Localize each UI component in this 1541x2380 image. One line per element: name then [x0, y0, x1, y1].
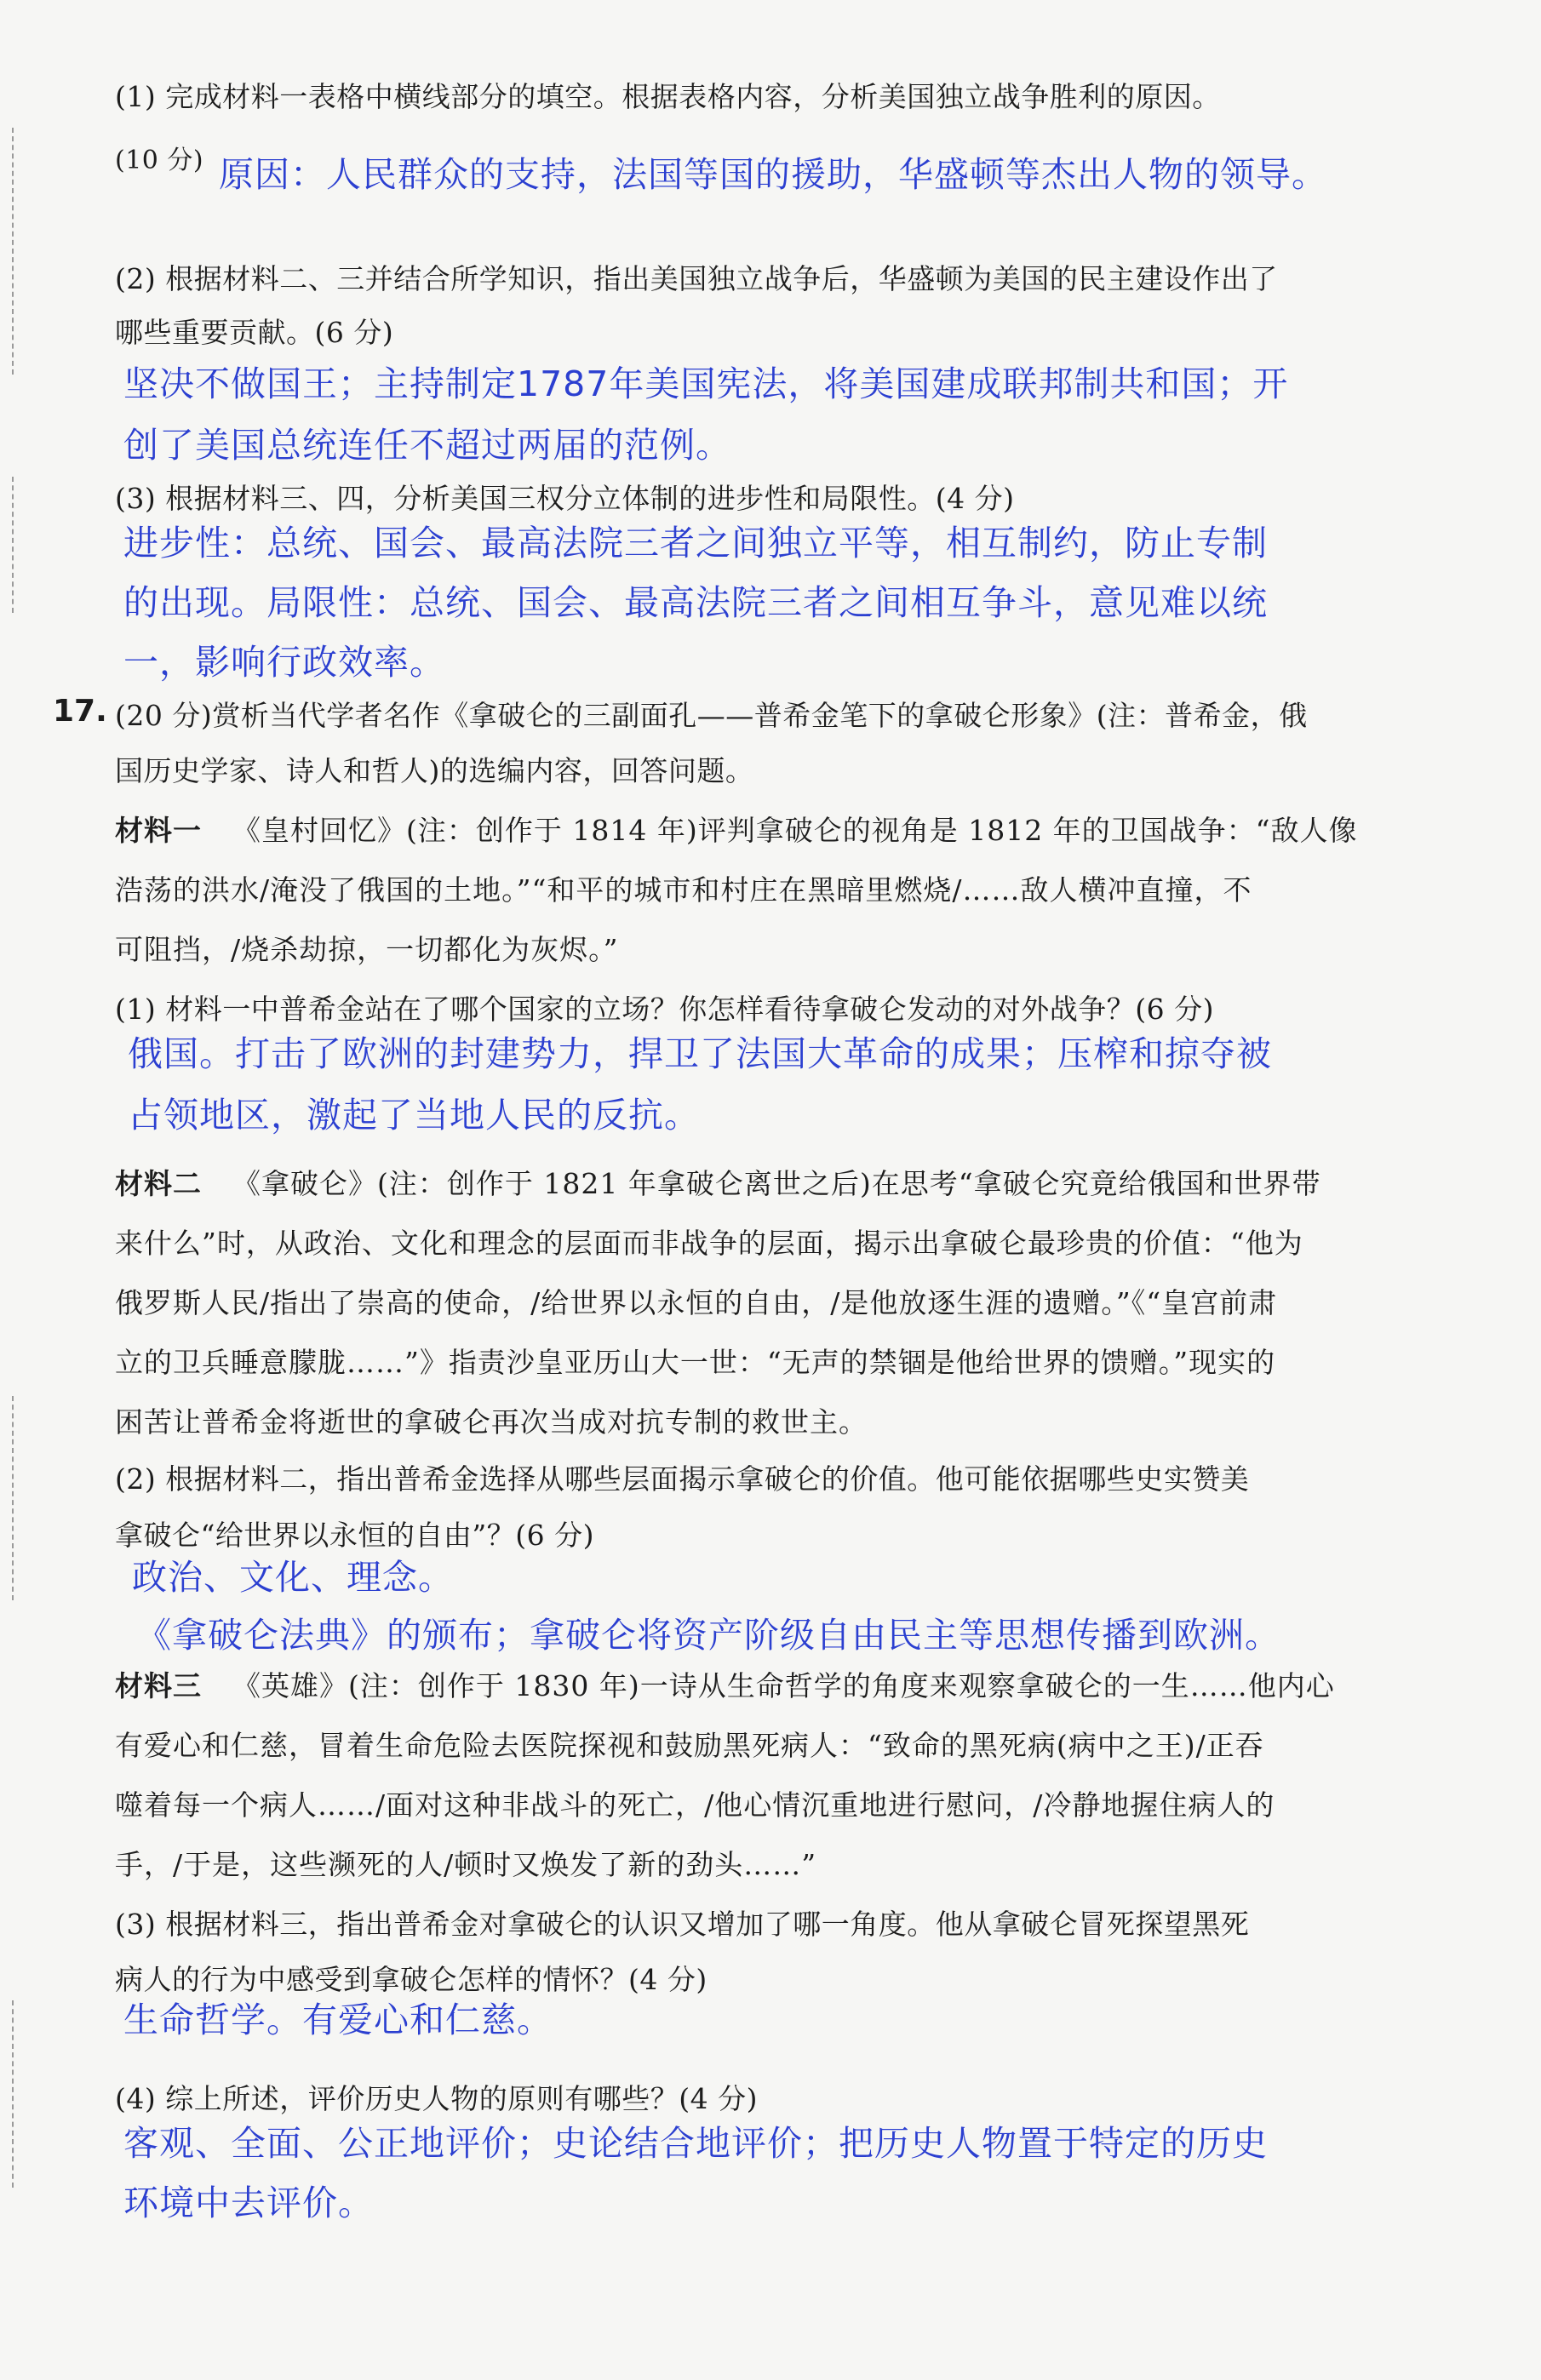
q16-sub2-answer: 坚决不做国王；主持制定1787年美国宪法，将美国建成联邦制共和国；开 [123, 363, 1289, 404]
q17-sub2-question: (2) 根据材料二，指出普希金选择从哪些层面揭示拿破仑的价值。他可能依据哪些史实赞美 [115, 1462, 1250, 1496]
q17-sub4-question: (4) 综上所述，评价历史人物的原则有哪些？(4 分) [115, 2082, 758, 2115]
q17-intro: 国历史学家、诗人和哲人)的选编内容，回答问题。 [115, 754, 754, 787]
material-1: 材料一 《皇村回忆》(注：创作于 1814 年)评判拿破仑的视角是 1812 年的卫国战争：“敌人像 [115, 814, 1358, 847]
q16-sub1-points: (10 分) [115, 146, 204, 175]
q16-sub2-question: 哪些重要贡献。(6 分) [115, 316, 394, 349]
binding-margin-line [12, 128, 14, 375]
binding-margin-line [12, 477, 14, 613]
q17-intro: (20 分)赏析当代学者名作《拿破仑的三副面孔——普希金笔下的拿破仑形象》(注：普希金，俄 [115, 699, 1308, 732]
q16-sub2-answer: 创了美国总统连任不超过两届的范例。 [123, 425, 731, 466]
q17-sub3-question: (3) 根据材料三，指出普希金对拿破仑的认识又增加了哪一角度。他从拿破仑冒死探望黑死 [115, 1908, 1250, 1941]
material-2-line: 俄罗斯人民/指出了崇高的使命，/给世界以永恒的自由，/是他放逐生涯的遗赠。”《“皇宫前肃 [115, 1286, 1278, 1319]
q17-sub3-question: 病人的行为中感受到拿破仑怎样的情怀？(4 分) [115, 1963, 707, 1996]
material-2-line: 立的卫兵睡意朦胧……”》指责沙皇亚历山大一世：“无声的禁锢是他给世界的馈赠。”现实的 [115, 1346, 1276, 1379]
binding-margin-line [12, 1396, 14, 1600]
question-number: 17. [53, 694, 107, 729]
q17-sub2-question: 拿破仑“给世界以永恒的自由”？(6 分) [115, 1519, 594, 1552]
q17-sub4-answer: 客观、全面、公正地评价；史论结合地评价；把历史人物置于特定的历史 [123, 2123, 1268, 2164]
material-2: 材料二 《拿破仑》(注：创作于 1821 年拿破仑离世之后)在思考“拿破仑究竟给俄国和世界带 [115, 1167, 1321, 1200]
binding-margin-line [12, 2000, 14, 2188]
q17-sub1-answer: 占领地区，激起了当地人民的反抗。 [128, 1095, 700, 1136]
material-label: 材料二 [115, 1167, 202, 1200]
material-label: 材料三 [115, 1669, 202, 1702]
material-2-line: 来什么”时，从政治、文化和理念的层面而非战争的层面，揭示出拿破仑最珍贵的价值：“他为 [115, 1227, 1303, 1260]
material-1-line: 可阻挡，/烧杀劫掠，一切都化为灰烬。” [115, 933, 619, 966]
material-3-line: 手，/于是，这些濒死的人/顿时又焕发了新的劲头……” [115, 1848, 817, 1881]
q16-sub3-question: (3) 根据材料三、四，分析美国三权分立体制的进步性和局限性。(4 分) [115, 482, 1015, 515]
material-3-line: 噬着每一个病人……/面对这种非战斗的死亡，/他心情沉重地进行慰问，/冷静地握住病人的 [115, 1788, 1275, 1822]
q17-sub3-answer: 生命哲学。有爱心和仁慈。 [123, 2000, 553, 2040]
q17-sub1-answer: 俄国。打击了欧洲的封建势力，捍卫了法国大革命的成果；压榨和掠夺被 [128, 1033, 1272, 1074]
material-2-line: 困苦让普希金将逝世的拿破仑再次当成对抗专制的救世主。 [115, 1405, 868, 1439]
q16-sub3-answer: 一，影响行政效率。 [123, 642, 445, 683]
q17-sub2-answer: 政治、文化、理念。 [132, 1557, 454, 1598]
q16-sub3-answer: 的出现。局限性：总统、国会、最高法院三者之间相互争斗，意见难以统 [123, 582, 1268, 623]
material-1-line: 浩荡的洪水/淹没了俄国的土地。”“和平的城市和村庄在黑暗里燃烧/……敌人横冲直撞，不 [115, 873, 1252, 907]
q17-sub2-answer: 《拿破仑法典》的颁布；拿破仑将资产阶级自由民主等思想传播到欧洲。 [136, 1615, 1280, 1656]
q17-sub4-answer: 环境中去评价。 [123, 2183, 374, 2223]
q16-sub2-question: (2) 根据材料二、三并结合所学知识，指出美国独立战争后，华盛顿为美国的民主建设作出了 [115, 262, 1278, 295]
q16-sub3-answer: 进步性：总统、国会、最高法院三者之间独立平等，相互制约，防止专制 [123, 523, 1268, 564]
q16-sub1-answer: 原因：人民群众的支持，法国等国的援助，华盛顿等杰出人物的领导。 [219, 154, 1327, 195]
material-3: 材料三 《英雄》(注：创作于 1830 年)一诗从生命哲学的角度来观察拿破仑的一生……他内心 [115, 1669, 1335, 1702]
material-3-line: 有爱心和仁慈，冒着生命危险去医院探视和鼓励黑死病人：“致命的黑死病(病中之王)/正吞 [115, 1729, 1264, 1762]
material-label: 材料一 [115, 814, 202, 847]
q17-sub1-question: (1) 材料一中普希金站在了哪个国家的立场？你怎样看待拿破仑发动的对外战争？(6 分) [115, 993, 1214, 1026]
q16-sub1-question: (1) 完成材料一表格中横线部分的填空。根据表格内容，分析美国独立战争胜利的原因。 [115, 80, 1221, 113]
